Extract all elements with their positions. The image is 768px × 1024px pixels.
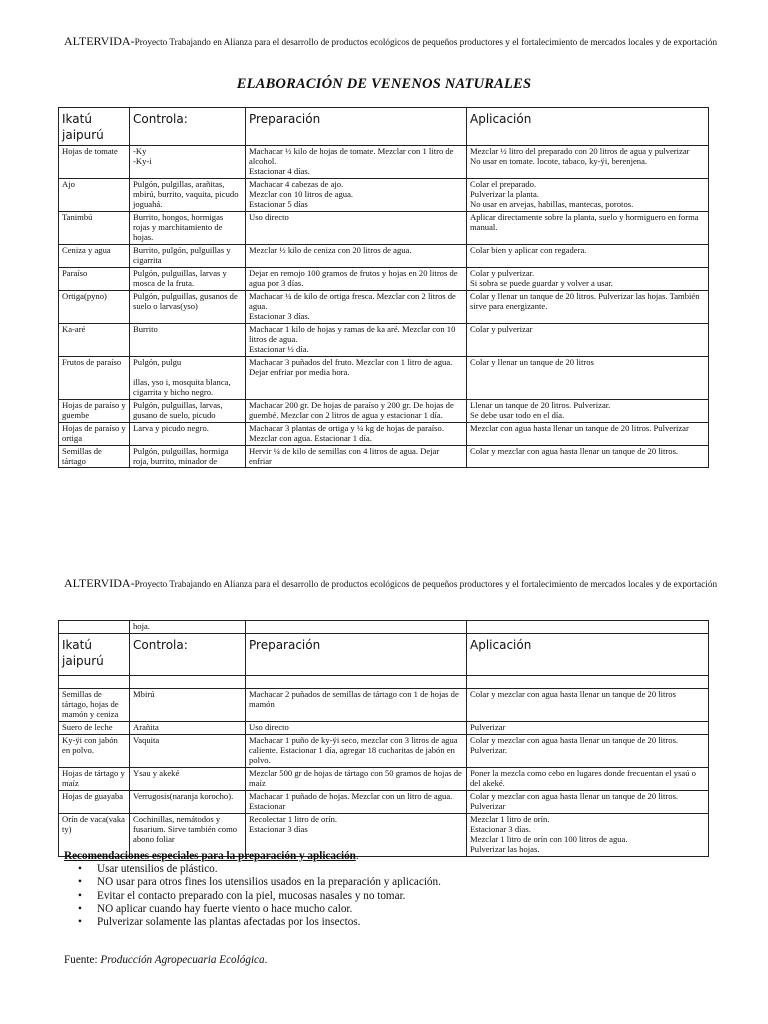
document-title: ELABORACIÓN DE VENENOS NATURALES (236, 76, 532, 92)
cell-controls: Pulgón, pulguillas, hormiga roja, burrito, minador de (130, 445, 246, 468)
cell-application: Colar y mezclar con agua hasta llenar un tanque de 20 litros. Pulverizar. (467, 734, 709, 767)
cell-application: Aplicar directamente sobre la planta, suelo y hormiguero en forma manual. (467, 212, 709, 245)
cell-application: Colar y mezclar con agua hasta llenar un tanque de 20 litros. Pulverizar (467, 790, 709, 813)
cell-application: Colar y mezclar con agua hasta llenar un tanque de 20 litros. (467, 445, 709, 468)
recommendation-item: • NO aplicar cuando hay fuerte viento o hace mucho calor. (94, 903, 441, 916)
page-header-2 (64, 576, 717, 591)
cell-application: Colar y llenar un tanque de 20 litros (467, 356, 709, 399)
column-header-preparacion: Preparación (246, 108, 467, 146)
cell-application: Mezclar con agua hasta llenar un tanque de 20 litros. Pulverizar (467, 422, 709, 445)
header-text: Proyecto Trabajando en Alianza para el desarrollo de productos ecológicos de pequeños productores y el fortalecimiento de mercados locales y de exportación (134, 37, 718, 47)
recommendations-title: Recomendaciones especiales para la preparación y aplicación (64, 850, 356, 862)
cell-controls: Mbirú (130, 688, 246, 721)
cell-controls: Burrito, pulgón, pulguillas y cigarrita (130, 245, 246, 268)
column-header-aplicacion: Aplicación (467, 108, 709, 146)
table-row (59, 268, 709, 291)
recommendation-item: • Usar utensilios de plástico. (94, 863, 441, 876)
cell-preparation: Machacar 3 puñados del fruto. Mezclar con 1 litro de agua. Dejar enfriar por media hora. (246, 356, 467, 399)
cell-ingredient: Tanimbú (59, 212, 130, 245)
column-header-ikatu: Ikatú jaipurú (59, 108, 130, 146)
table-row (59, 422, 709, 445)
column-header-controla: Controla: (130, 108, 246, 146)
cell-ingredient: Hojas de guayaba (59, 790, 130, 813)
column-header-controla: Controla: (130, 633, 246, 675)
column-header-preparacion: Preparación (246, 633, 467, 675)
cell-ingredient: Hojas de paraíso y ortiga (59, 422, 130, 445)
repeated-header-row (59, 633, 709, 675)
cell-ingredient: Suero de leche (59, 721, 130, 734)
table-row (59, 767, 709, 790)
cell-controls: Pulgón, pulgu illas, yso i, mosquita blanca, cigarrita y bicho negro. (130, 356, 246, 399)
cell-controls: Vaquita (130, 734, 246, 767)
cell-ingredient: Ajo (59, 179, 130, 212)
source-title: Producción Agropecuaria Ecológica (100, 954, 265, 966)
cell-preparation: Mezclar ½ kilo de ceniza con 20 litros de agua. (246, 245, 467, 268)
cell-ingredient: Frutos de paraíso (59, 356, 130, 399)
table-row (59, 688, 709, 721)
cell-application: Mezclar ½ litro del preparado con 20 litros de agua y pulverizar No usar en tomate. locote, tabaco, ky-ÿi, berenjena. (467, 146, 709, 179)
recommendations-list (64, 863, 441, 929)
cell-preparation: Hervir ¼ de kilo de semillas con 4 litros de agua. Dejar enfriar (246, 445, 467, 468)
cell-ingredient: Orín de vaca(vaka ty) (59, 813, 130, 856)
cell-preparation: Machacar 200 gr. De hojas de paraíso y 200 gr. De hojas de guembé. Mezclar con 2 litros de agua y estacionar 1 día. (246, 399, 467, 422)
cell-application: Mezclar 1 litro de orín. Estacionar 3 días. Mezclar 1 litro de orín con 100 litros de agua. Pulverizar las hojas. (467, 813, 709, 856)
continuation-row (59, 621, 709, 634)
recommendation-item: • Evitar el contacto preparado con la piel, mucosas nasales y no tomar. (94, 890, 441, 903)
header-brand: ALTERVIDA- (64, 34, 135, 48)
source-citation (64, 954, 267, 966)
table-row (59, 245, 709, 268)
cell-preparation: Machacar ¼ de kilo de ortiga fresca. Mezclar con 2 litros de agua. Estacionar 3 días. (246, 290, 467, 323)
cell-controls: Larva y picudo negro. (130, 422, 246, 445)
cell-preparation: Recolectar 1 litro de orín. Estacionar 3 días (246, 813, 467, 856)
poisons-table (58, 107, 709, 468)
cell-ingredient: Semillas de tártago (59, 445, 130, 468)
table-row (59, 399, 709, 422)
table-row (59, 323, 709, 356)
table-row (59, 356, 709, 399)
column-header-ikatu: Ikatú jaipurú (59, 633, 130, 675)
spacer-row (59, 675, 709, 688)
cell-preparation: Dejar en remojo 100 gramos de frutos y hojas en 20 litros de agua por 3 días. (246, 268, 467, 291)
cell-ingredient: Ky-ÿi con jabón en polvo. (59, 734, 130, 767)
cell-application: Llenar un tanque de 20 litros. Pulverizar. Se debe usar todo en el día. (467, 399, 709, 422)
page-header-1 (64, 34, 717, 49)
table-row (59, 290, 709, 323)
cell-preparation: Machacar 2 puñados de semillas de tártago con 1 de hojas de mamón (246, 688, 467, 721)
cell-application: Colar y pulverizar. Si sobra se puede guardar y volver a usar. (467, 268, 709, 291)
source-label: Fuente: (64, 954, 101, 966)
cell-application: Colar y llenar un tanque de 20 litros. Pulverizar las hojas. También sirve para energizante. (467, 290, 709, 323)
source-end: . (264, 954, 268, 966)
cell-controls: Verrugosis(naranja korocho). (130, 790, 246, 813)
cell-preparation: Machacar 1 puñado de hojas. Mezclar con un litro de agua. Estacionar (246, 790, 467, 813)
table-row (59, 179, 709, 212)
cell-application: Colar y mezclar con agua hasta llenar un tanque de 20 litros (467, 688, 709, 721)
cell-ingredient: Hojas de tártago y maíz (59, 767, 130, 790)
cell-preparation: Uso directo (246, 212, 467, 245)
table-row (59, 790, 709, 813)
poisons-table-continued (58, 620, 709, 857)
cell-controls: Burrito (130, 323, 246, 356)
table-row (59, 721, 709, 734)
recommendation-item: • NO usar para otros fines los utensilios usados en la preparación y aplicación. (94, 876, 441, 889)
cell-ingredient: Ortiga(pyno) (59, 290, 130, 323)
cell-ingredient: Paraíso (59, 268, 130, 291)
cell-preparation: Machacar 3 plantas de ortiga y ¼ kg de hojas de paraíso. Mezclar con agua. Estacionar 1 día. (246, 422, 467, 445)
recommendation-item: • Pulverizar solamente las plantas afectadas por los insectos. (94, 916, 441, 929)
table-row (59, 212, 709, 245)
cell-ingredient: Ka-aré (59, 323, 130, 356)
cell-controls: Pulgón, pulguillas, larvas, gusano de suelo, picudo (130, 399, 246, 422)
cell-preparation: Uso directo (246, 721, 467, 734)
cell-ingredient: Hojas de paraíso y guembe (59, 399, 130, 422)
cell-controls: Pulgón, pulguillas, gusanos de suelo o larvas(yso) (130, 290, 246, 323)
cell-application: Colar bien y aplicar con regadera. (467, 245, 709, 268)
cell-controls: Ysau y akeké (130, 767, 246, 790)
cell-ingredient: Hojas de tomate (59, 146, 130, 179)
cell-preparation: Machacar ½ kilo de hojas de tomate. Mezclar con 1 litro de alcohol. Estacionar 4 días. (246, 146, 467, 179)
cell-controls: Pulgón, pulguillas, larvas y mosca de la fruta. (130, 268, 246, 291)
cell-application: Colar el preparado. Pulverizar la planta. No usar en arvejas, habillas, mantecas, porotos. (467, 179, 709, 212)
column-header-aplicacion: Aplicación (467, 633, 709, 675)
cell-preparation: Machacar 4 cabezas de ajo. Mezclar con 10 litros de agua. Estacionar 5 días (246, 179, 467, 212)
cell-preparation: Mezclar 500 gr de hojas de tártago con 50 gramos de hojas de maíz (246, 767, 467, 790)
cell-preparation: Machacar 1 puño de ky-ÿi seco, mezclar con 3 litros de agua caliente. Estacionar 1 día, agregar 18 cucharitas de jabón en polvo. (246, 734, 467, 767)
cell-controls: Arañita (130, 721, 246, 734)
cell-ingredient: Ceniza y agua (59, 245, 130, 268)
table-row (59, 146, 709, 179)
header-text: Proyecto Trabajando en Alianza para el desarrollo de productos ecológicos de pequeños productores y el fortalecimiento de mercados locales y de exportación (134, 579, 718, 589)
cell-application: Pulverizar (467, 721, 709, 734)
cell-controls: Burrito, hongos, hormigas rojas y marchitamiento de hojas. (130, 212, 246, 245)
continuation-cell: hoja. (130, 621, 246, 634)
cell-controls: Pulgón, pulgillas, arañitas, mbirú, burrito, vaquita, picudo joguahá. (130, 179, 246, 212)
cell-controls: -Ky -Ky-i (130, 146, 246, 179)
cell-application: Colar y pulverizar (467, 323, 709, 356)
cell-application: Poner la mezcla como cebo en lugares donde frecuentan el ysaú o del akeké. (467, 767, 709, 790)
table-row (59, 445, 709, 468)
header-brand: ALTERVIDA- (64, 576, 135, 590)
table-row (59, 734, 709, 767)
cell-preparation: Machacar 1 kilo de hojas y ramas de ka aré. Mezclar con 10 litros de agua. Estacionar ½ día. (246, 323, 467, 356)
cell-controls: Cochinillas, nemátodos y fusarium. Sirve también como abono foliar (130, 813, 246, 856)
recommendations-section: Recomendaciones especiales para la preparación y aplicación. • Usar utensilios de plástico. • NO usar para otros fines los utensilios usados en la preparación y aplicación. • Evitar el contacto preparado con la piel, mucosas nasales y no tomar. • NO aplicar cuando hay fuerte viento o hace mucho calor. • Pulverizar solamente las plantas afectadas por los insectos. (64, 850, 441, 929)
cell-ingredient: Semillas de tártago, hojas de mamón y ceniza (59, 688, 130, 721)
